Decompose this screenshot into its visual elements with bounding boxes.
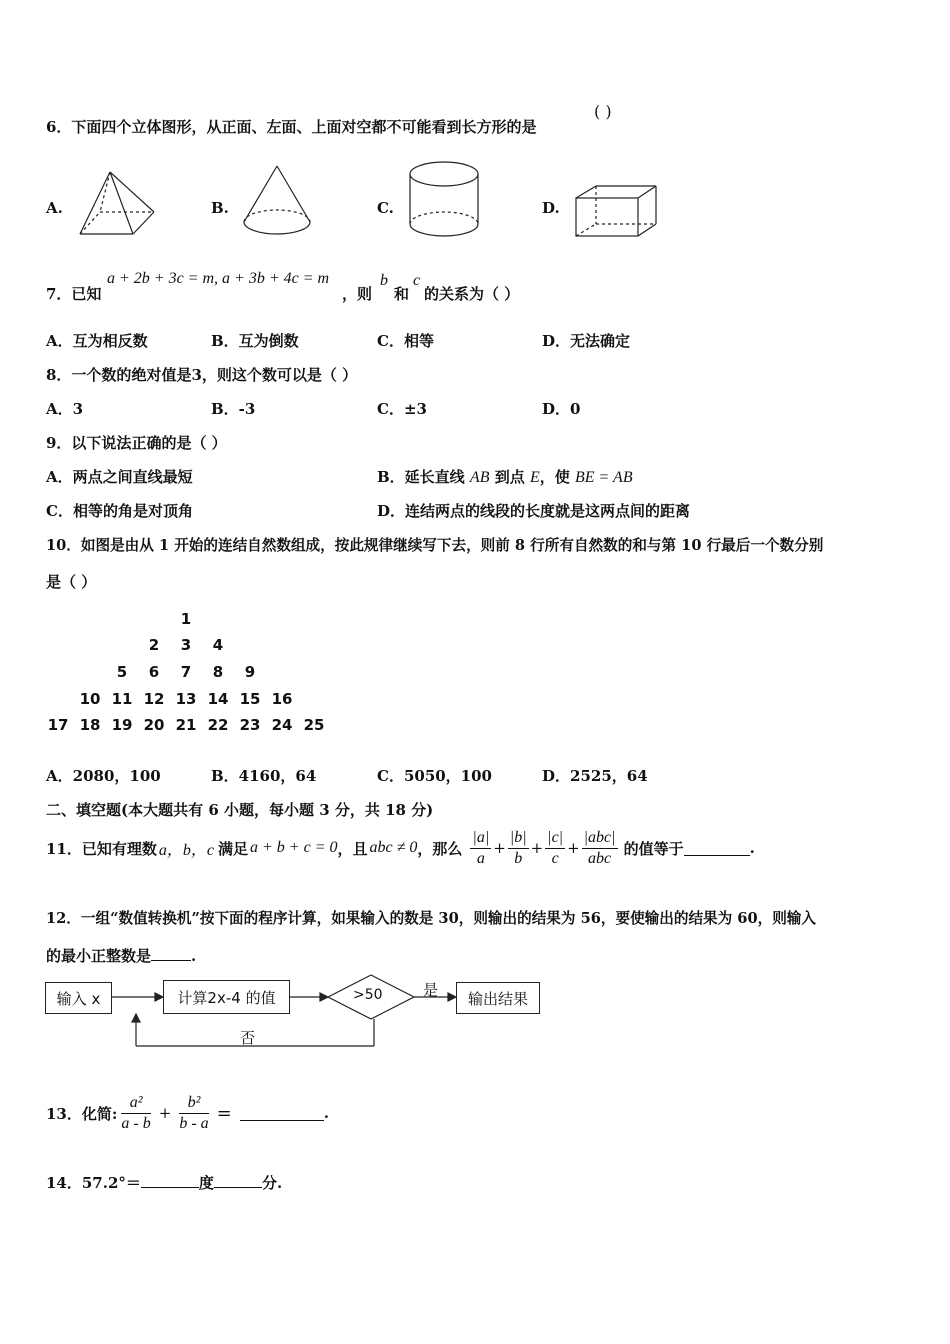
q9-optb-ab: AB [469,469,490,486]
tri-num: 15 [239,690,261,708]
q11-then: ，那么 [417,839,463,858]
q14-minute-label: 分. [261,1174,283,1192]
tri-num: 16 [271,690,293,708]
q14-prefix: 14．57.2°＝ [46,1174,141,1192]
q11-frac-a-num: |a| [470,828,491,849]
q7-option-d: D．无法确定 [542,332,631,350]
flow-input-box: 输入 x [45,982,112,1014]
q13-equals: = [216,1102,232,1124]
q13-end: . [323,1104,329,1122]
q11-frac-b-den: b [514,849,523,867]
tri-num: 13 [175,690,197,708]
q11-frac-b-num: |b| [508,828,529,849]
tri-num: 23 [239,716,261,734]
q10-option-b: B．4160，64 [211,767,317,785]
q7-condition: a + 2b + 3c = m, a + 3b + 4c = m [107,270,330,287]
q14-degree-blank[interactable] [141,1173,199,1188]
q9-stem: 9．以下说法正确的是（ ） [46,434,227,452]
section-2-heading: 二、填空题(本大题共有 6 小题，每小题 3 分，共 18 分) [46,801,434,819]
tri-num: 1 [180,610,192,628]
q11-vars: a，b，c [158,841,214,859]
tri-num: 12 [143,690,165,708]
q11-and: ，且 [337,839,368,858]
q12-stem-line1: 12．一组“数值转换机”按下面的程序计算，如果输入的数是 30，则输出的结果为 56，要使输出的结果为 60，则输入 [46,910,816,927]
q11-cond1: a + b + c = 0 [250,839,338,856]
q11-plus: + [493,839,506,857]
q14-minute-blank[interactable] [214,1173,262,1188]
tri-num: 22 [207,716,229,734]
q9-optb-e: E [529,469,540,486]
q13-line [46,1088,329,1138]
q7-option-c: C．相等 [377,332,434,350]
q14-degree-label: 度 [198,1174,214,1192]
q11-end: . [749,839,755,857]
q13-frac-b-num: b² [179,1093,208,1114]
q10-option-c: C．5050，100 [377,767,492,785]
flow-output-box: 输出结果 [456,982,540,1014]
tri-num: 19 [111,716,133,734]
q11-frac-abc-den: abc [588,849,612,867]
q14-line [46,1172,282,1193]
tri-num: 10 [79,690,101,708]
tri-num: 3 [180,636,192,654]
q7-var-b: b [380,272,388,289]
q10-option-d: D．2525，64 [542,767,648,785]
q13-answer-blank[interactable] [240,1106,324,1121]
q13-frac-b [179,1093,208,1134]
q11-plus: + [567,839,580,857]
flow-yes-label: 是 [423,981,439,999]
tri-num: 4 [212,636,224,654]
tri-num: 6 [148,663,160,681]
q13-prefix: 13．化简: [46,1104,118,1123]
q9-option-a: A．两点之间直线最短 [46,468,193,486]
tri-num: 14 [207,690,229,708]
q9-option-c: C．相等的角是对顶角 [46,502,193,520]
q11-frac-abc-num: |abc| [582,828,618,849]
q6-option-b: B. [211,199,229,217]
tri-num: 24 [271,716,293,734]
tri-num: 11 [111,690,133,708]
tri-num: 25 [303,716,325,734]
q13-frac-a-num: a² [121,1093,150,1114]
q7-then: ，则 [342,285,373,303]
q11-frac-c-den: c [551,849,559,867]
flow-decision-label: >50 [353,987,383,1003]
flow-no-label: 否 [240,1029,256,1047]
q6-option-a: A. [46,199,63,217]
q11-plus: + [530,839,544,857]
tri-num: 17 [47,716,69,734]
q10-stem-line2: 是（ ） [46,573,97,591]
q7-prefix: 7．已知 [46,285,102,303]
tri-num: 5 [116,663,128,681]
q6-paren: ( ) [594,102,612,121]
tri-num: 20 [143,716,165,734]
q13-frac-a [121,1093,150,1134]
q9-optb-text3: ，使 [539,468,570,486]
q8-stem: 8．一个数的绝对值是3，则这个数可以是（ ） [46,366,358,384]
q6-stem-text: 6．下面四个立体图形，从正面、左面、上面对空都不可能看到长方形的是 [46,118,537,136]
q6-option-d: D. [542,199,560,217]
tri-num: 9 [244,663,256,681]
q12-end: . [191,947,197,965]
q11-satisfy: 满足 [217,839,248,858]
q11-prefix: 11．已知有理数 [46,839,157,858]
tri-num: 21 [175,716,197,734]
q11-frac-a-den: a [476,849,485,867]
q13-plus: + [158,1104,172,1122]
q8-option-c: C．±3 [377,400,427,418]
q7-var-c: c [413,272,421,289]
tri-num: 18 [79,716,101,734]
q13-frac-b-den: b - a [179,1114,209,1132]
tri-num: 2 [148,636,160,654]
flow-calc-box: 计算2x-4 的值 [163,980,290,1014]
tri-num: 7 [180,663,192,681]
q7-option-b: B．互为倒数 [211,332,299,350]
q12-line2-text: 的最小正整数是 [46,947,152,965]
q9-optb-eq: BE = AB [574,469,633,486]
q8-option-a: A．3 [46,400,84,418]
q10-option-a: A．2080，100 [46,767,161,785]
q7-and: 和 [394,285,410,303]
q9-optb-text2: 到点 [494,468,525,486]
q11-frac-c-num: |c| [545,828,565,849]
q8-option-d: D．0 [542,400,581,418]
q9-optb-text1: B．延长直线 [377,468,465,486]
q9-option-d: D．连结两点的线段的长度就是这两点间的距离 [377,502,691,520]
tri-num: 8 [212,663,224,681]
q7-suffix: 的关系为（ ） [424,285,520,303]
q13-frac-a-den: a - b [121,1114,151,1132]
q6-option-c: C. [377,199,394,217]
q11-cond2: abc ≠ 0 [369,839,418,856]
q8-option-b: B．-3 [211,400,256,418]
q7-option-a: A．互为相反数 [46,332,148,350]
q10-stem-line1: 10．如图是由从 1 开始的连结自然数组成，按此规律继续写下去，则前 8 行所有自然数的和与第 10 行最后一个数分别 [46,537,824,554]
q11-suffix: 的值等于 [623,839,684,858]
